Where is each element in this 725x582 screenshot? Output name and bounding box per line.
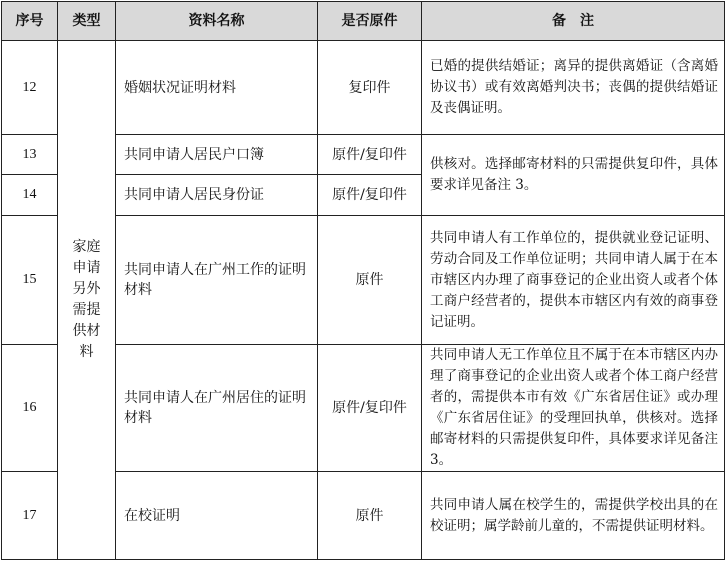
row-name: 共同申请人居民户口簿 xyxy=(116,135,318,175)
row-name: 共同申请人居民身份证 xyxy=(116,175,318,216)
row-name: 共同申请人在广州工作的证明材料 xyxy=(116,216,318,345)
row-note: 共同申请人无工作单位且不属于在本市辖区内办理了商事登记的企业出资人或者个体工商户经营者的，需提供本市有效《广东省居住证》或办理《广东省居住证》的受理回执单，供核对。选择邮寄材料的只需提供复印件，具体要求详见备注 3。 xyxy=(422,345,725,472)
row-seq: 16 xyxy=(2,345,58,472)
row-seq: 12 xyxy=(2,41,58,135)
row-original: 原件/复印件 xyxy=(318,175,422,216)
row-note: 已婚的提供结婚证；离异的提供离婚证（含离婚协议书）或有效离婚判决书；丧偶的提供结婚证及丧偶证明。 xyxy=(422,41,725,135)
row-note: 共同申请人属在校学生的，需提供学校出具的在校证明；属学龄前儿童的，不需提供证明材料。 xyxy=(422,472,725,560)
row-original: 原件 xyxy=(318,216,422,345)
row-note: 共同申请人有工作单位的，提供就业登记证明、劳动合同及工作单位证明；共同申请人属于在本市辖区内办理了商事登记的企业出资人或者个体工商户经营者的，提供本市辖区内有效的商事登记证明。 xyxy=(422,216,725,345)
row-name: 共同申请人在广州居住的证明材料 xyxy=(116,345,318,472)
row-name: 婚姻状况证明材料 xyxy=(116,41,318,135)
requirements-table xyxy=(1,1,725,560)
header-seq: 序号 xyxy=(2,2,58,41)
header-name: 资料名称 xyxy=(116,2,318,41)
header-original: 是否原件 xyxy=(318,2,422,41)
row-note: 供核对。选择邮寄材料的只需提供复印件，具体要求详见备注 3。 xyxy=(422,135,725,216)
row-original: 原件 xyxy=(318,472,422,560)
header-row xyxy=(2,2,725,41)
type-group-label: 家庭申请另外需提供材料 xyxy=(72,239,101,360)
row-original: 原件/复印件 xyxy=(318,345,422,472)
row-seq: 15 xyxy=(2,216,58,345)
table-row xyxy=(2,41,725,135)
row-seq: 14 xyxy=(2,175,58,216)
header-type: 类型 xyxy=(58,2,116,41)
row-seq: 17 xyxy=(2,472,58,560)
row-original: 原件/复印件 xyxy=(318,135,422,175)
row-seq: 13 xyxy=(2,135,58,175)
header-note: 备 注 xyxy=(422,2,725,41)
row-name: 在校证明 xyxy=(116,472,318,560)
row-original: 复印件 xyxy=(318,41,422,135)
type-group-cell xyxy=(58,41,116,560)
